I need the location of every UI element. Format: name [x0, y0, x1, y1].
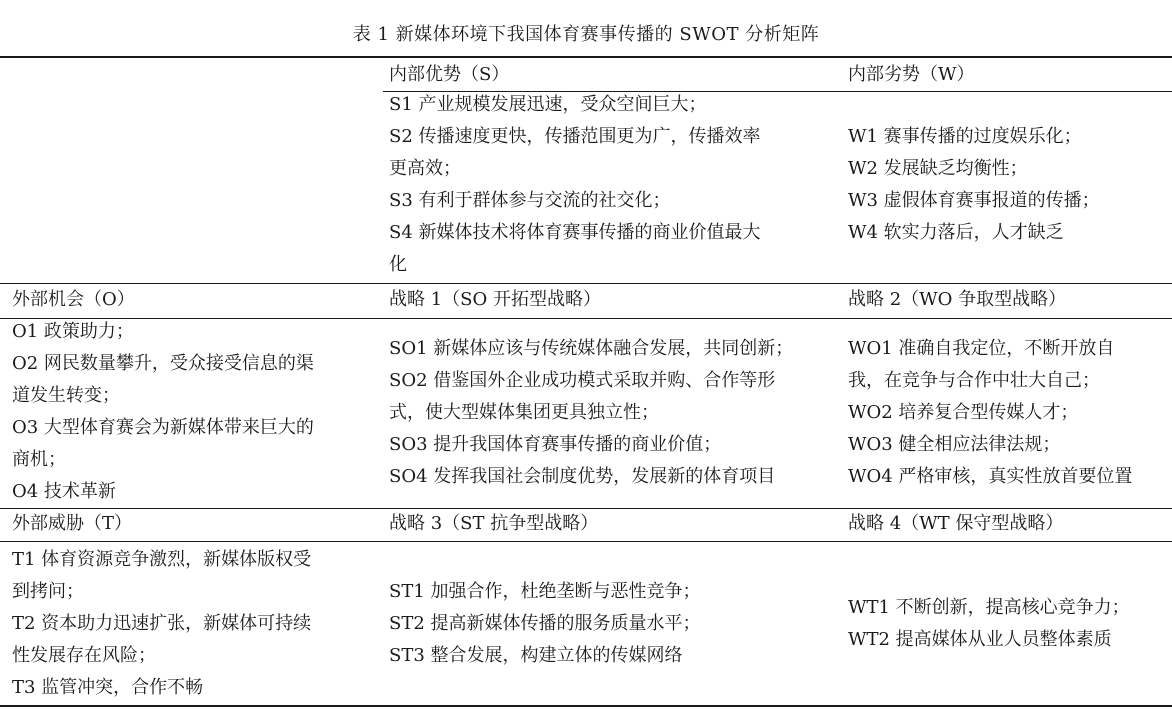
strength-item: S3 有利于群体参与交流的社交化； [389, 190, 671, 211]
top-rule [0, 56, 1172, 58]
threats-list [12, 544, 311, 704]
bottom-rule [0, 705, 1172, 707]
threats-header: 外部威胁（T） [12, 513, 133, 534]
strategy-wo-header: 战略 2（WO 争取型战略） [848, 289, 1067, 310]
strategy-so-header: 战略 1（SO 开拓型战略） [389, 289, 601, 310]
opportunity-item: O2 网民数量攀升，受众接受信息的渠 [12, 353, 314, 374]
threat-item: 性发展存在风险； [12, 645, 156, 666]
opportunity-item: O1 政策助力； [12, 321, 134, 342]
so-strategies-list [389, 333, 793, 493]
opportunity-item: O3 大型体育赛会为新媒体带来巨大的 [12, 417, 314, 438]
strategy-st-header: 战略 3（ST 抗争型战略） [389, 513, 599, 534]
opportunity-item: 道发生转变； [12, 385, 120, 406]
threat-item: T3 监管冲突，合作不畅 [12, 677, 204, 698]
wt-strategies-list [848, 592, 1130, 656]
opportunities-list [12, 316, 314, 508]
weaknesses-list [848, 121, 1100, 249]
wo-strategy-item: WO3 健全相应法律法规； [848, 434, 1061, 455]
st-strategy-item: ST2 提高新媒体传播的服务质量水平； [389, 613, 701, 634]
strength-item: 化 [389, 254, 407, 275]
table-caption: 表 1 新媒体环境下我国体育赛事传播的 SWOT 分析矩阵 [352, 24, 820, 45]
wo-strategy-item: WO2 培养复合型传媒人才； [848, 402, 1079, 423]
wt-strategy-item: WT1 不断创新，提高核心竞争力； [848, 597, 1130, 618]
wo-strategy-item: WO4 严格审核，真实性放首要位置 [848, 466, 1133, 487]
st-strategy-item: ST1 加强合作，杜绝垄断与恶性竞争； [389, 581, 701, 602]
opportunity-item: 商机； [12, 449, 66, 470]
threat-item: 到拷问； [12, 581, 84, 602]
strength-item: S2 传播速度更快，传播范围更为广，传播效率 [389, 126, 761, 147]
threat-item: T1 体育资源竞争激烈，新媒体版权受 [12, 549, 312, 570]
so-strategy-item: SO1 新媒体应该与传统媒体融合发展，共同创新； [389, 338, 794, 359]
strength-item: S4 新媒体技术将体育赛事传播的商业价值最大 [389, 222, 761, 243]
strategy-wt-header: 战略 4（WT 保守型战略） [848, 513, 1064, 534]
strength-item: 更高效； [389, 158, 461, 179]
so-strategy-item: SO4 发挥我国社会制度优势，发展新的体育项目 [389, 466, 776, 487]
threat-item: T2 资本助力迅速扩张，新媒体可持续 [12, 613, 312, 634]
weakness-item: W2 发展缺乏均衡性； [848, 158, 1028, 179]
st-strategies-list [389, 576, 701, 672]
st-strategy-item: ST3 整合发展，构建立体的传媒网络 [389, 645, 683, 666]
wo-strategies-list [848, 333, 1132, 493]
opportunities-header: 外部机会（O） [12, 289, 135, 310]
so-strategy-item: 式，使大型媒体集团更具独立性； [389, 402, 659, 423]
wo-strategy-item: 我，在竞争与合作中壮大自己； [848, 370, 1100, 391]
opportunity-item: O4 技术革新 [12, 481, 116, 502]
weakness-item: W1 赛事传播的过度娱乐化； [848, 126, 1082, 147]
so-strategy-item: SO3 提升我国体育赛事传播的商业价值； [389, 434, 722, 455]
wo-strategy-item: WO1 准确自我定位，不断开放自 [848, 338, 1115, 359]
row-divider-threats-bottom [0, 541, 1172, 542]
strength-item: S1 产业规模发展迅速，受众空间巨大； [389, 94, 707, 115]
strengths-header: 内部优势（S） [389, 64, 510, 85]
wt-strategy-item: WT2 提高媒体从业人员整体素质 [848, 629, 1112, 650]
weakness-item: W3 虚假体育赛事报道的传播； [848, 190, 1100, 211]
strengths-list [389, 89, 761, 281]
weaknesses-header: 内部劣势（W） [848, 64, 975, 85]
weakness-item: W4 软实力落后，人才缺乏 [848, 222, 1064, 243]
so-strategy-item: SO2 借鉴国外企业成功模式采取并购、合作等形 [389, 370, 776, 391]
